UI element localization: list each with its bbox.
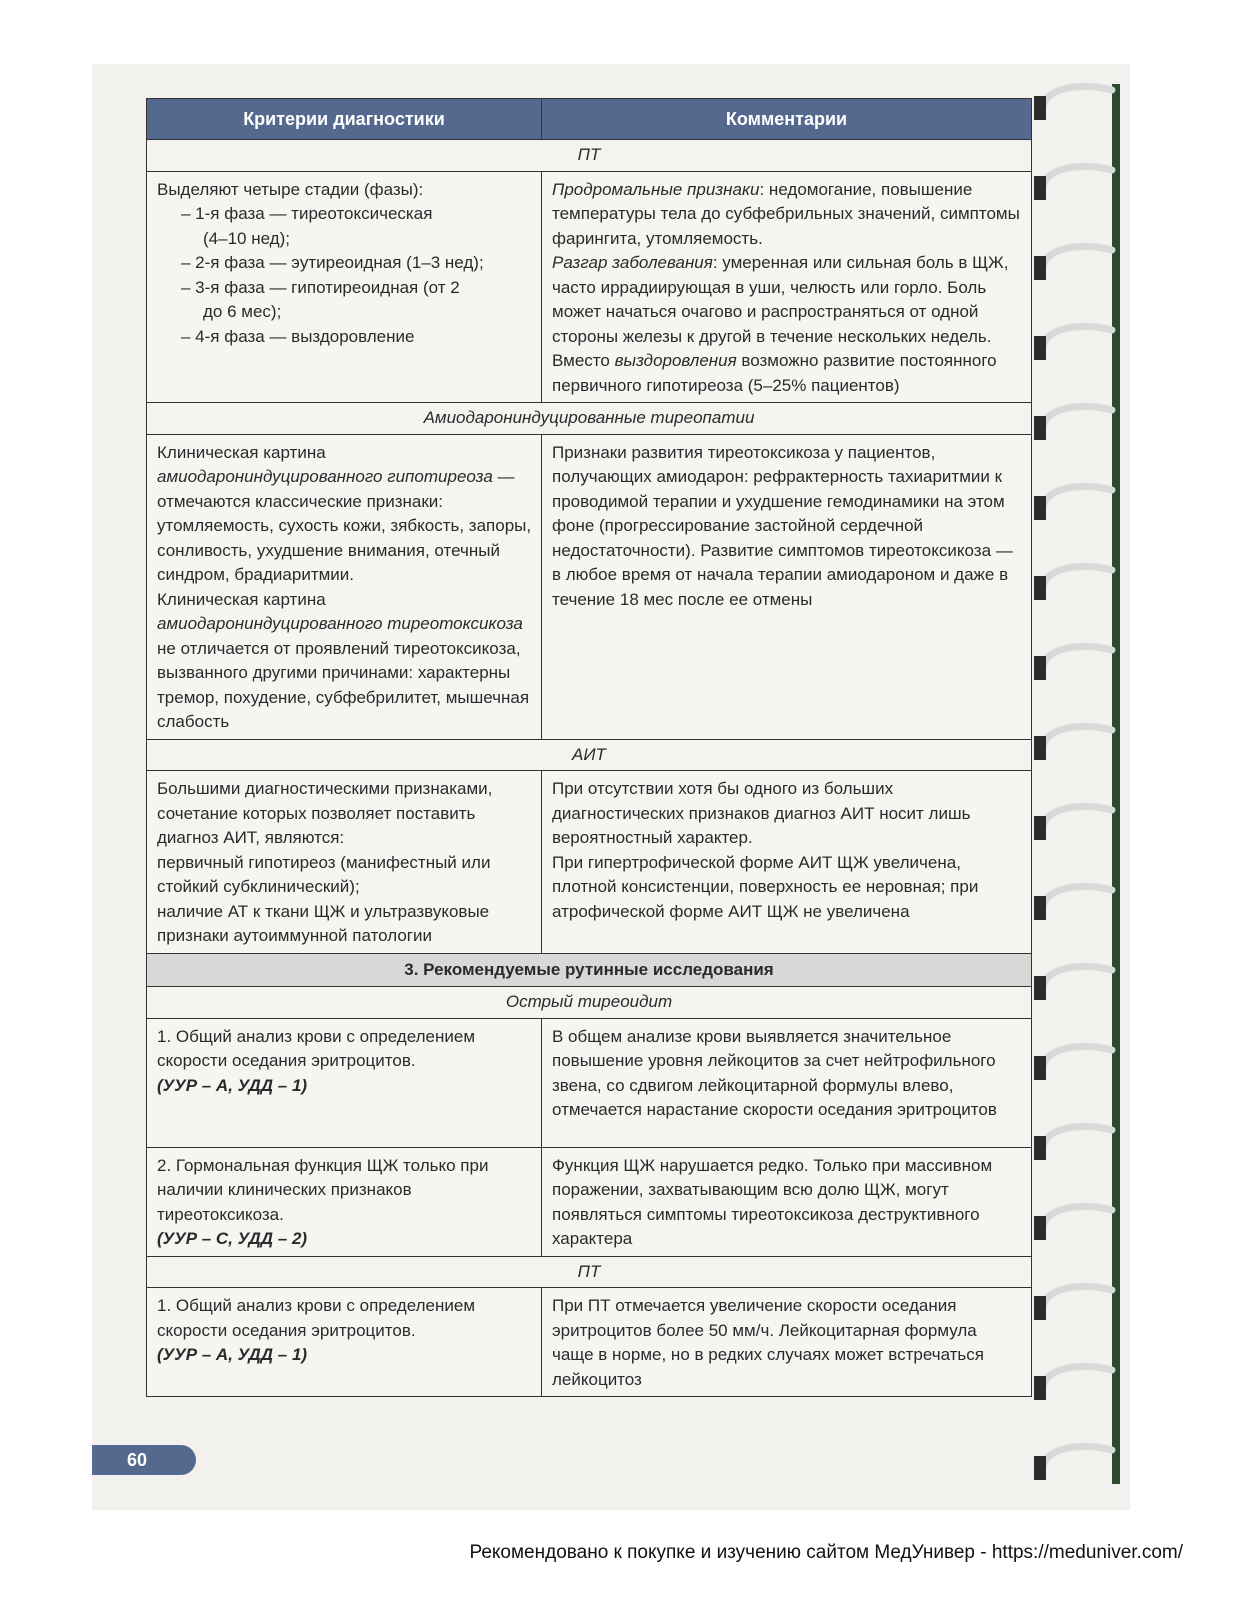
spiral-ring (1042, 1206, 1112, 1232)
spiral-ring (1042, 566, 1112, 592)
punch-hole (1034, 1376, 1046, 1400)
table-row (147, 771, 1032, 954)
section-acute-thyroiditis: Острый тиреоидит (147, 987, 1032, 1019)
acute-comment-2: Функция ЩЖ нарушается редко. Только при массивном поражении, захватывающим всю долю ЩЖ, могут появляться симптомы тиреотоксикоза деструктивного характера (542, 1147, 1032, 1256)
spiral-ring (1042, 86, 1112, 112)
punch-hole (1034, 336, 1046, 360)
acute-test-1: 1. Общий анализ крови с определением скорости оседания эритроцитов. (УУР – А, УДД – 1) (147, 1018, 542, 1147)
acute-test-2: 2. Гормональная функция ЩЖ только при наличии клинических признаков тиреотоксикоза. (УУР – С, УДД – 2) (147, 1147, 542, 1256)
pt-comment-1: При ПТ отмечается увеличение скорости оседания эритроцитов более 50 мм/ч. Лейкоцитарная формула чаще в норме, но в редких случаях может встречаться лейкоцитоз (542, 1288, 1032, 1397)
table-row (147, 434, 1032, 739)
spiral-ring (1042, 806, 1112, 832)
amio-comments-cell: Признаки развития тиреотоксикоза у пациентов, получающих амиодарон: рефрактерность тахиаритмии к проводимой терапии и ухудшение гемодинамики на этом фоне (прогрессирование застойной сердечной недостаточности). Развитие симптомов тиреотоксикоза — в любое время от начала терапии амиодароном и даже в течение 18 мес после ее отмены (542, 434, 1032, 739)
header-comments: Комментарии (542, 99, 1032, 140)
table-row (147, 171, 1032, 403)
section-pt: ПТ (147, 140, 1032, 172)
punch-hole (1034, 496, 1046, 520)
spiral-ring (1042, 1126, 1112, 1152)
pt-phases-intro: Выделяют четыре стадии (фазы): (157, 179, 424, 199)
prodrome-text: Продромальные признаки: недомогание, повышение температуры тела до субфебрильных значений, симптомы фарингита, утомляемость. (552, 179, 1020, 248)
punch-hole (1034, 416, 1046, 440)
punch-hole (1034, 576, 1046, 600)
pt-comments-cell (542, 171, 1032, 403)
table-row (147, 1018, 1032, 1147)
section-routine-tests: 3. Рекомендуемые рутинные исследования (147, 953, 1032, 987)
phase-1: – 1-я фаза — тиреотоксическая (181, 204, 433, 223)
page-number: 60 (92, 1445, 196, 1475)
punch-hole (1034, 1296, 1046, 1320)
footer-recommendation: Рекомендовано к покупке и изучению сайтом МедУнивер - https://meduniver.com/ (469, 1542, 1183, 1563)
spiral-ring (1042, 886, 1112, 912)
punch-hole (1034, 256, 1046, 280)
recovery-text: Вместо выздоровления возможно развитие постоянного первичного гипотиреоза (5–25% пациентов) (552, 351, 997, 395)
punch-hole (1034, 736, 1046, 760)
section-ait: АИТ (147, 739, 1032, 771)
evidence-grade: (УУР – С, УДД – 2) (157, 1229, 308, 1248)
pt-phases-cell (147, 171, 542, 403)
punch-hole (1034, 1216, 1046, 1240)
phase-2: – 2-я фаза — эутиреоидная (1–3 нед); (181, 253, 484, 272)
spiral-ring (1042, 1046, 1112, 1072)
punch-hole (1034, 816, 1046, 840)
spiral-ring (1042, 1446, 1112, 1472)
punch-hole (1034, 96, 1046, 120)
punch-hole (1034, 1456, 1046, 1480)
amio-criteria-cell: Клиническая картина амиодарониндуцированного гипотиреоза — отмечаются классические признаки: утомляемость, сухость кожи, зябкость, запоры, сонливость, ухудшение внимания, отечный синдром, брадиаритмии. Клиническая картина амиодарониндуцированного тиреотоксикоза не отличается от проявлений тиреотоксикоза, вызванного другими причинами: характерны тремор, похудение, субфебрилитет, мышечная слабость (147, 434, 542, 739)
spiral-ring (1042, 966, 1112, 992)
punch-hole (1034, 976, 1046, 1000)
ait-comments-cell: При отсутствии хотя бы одного из больших диагностических признаков диагноз АИТ носит лишь вероятностный характер. При гипертрофической форме АИТ ЩЖ увеличена, плотной консистенции, поверхность ее неровная; при атрофической форме АИТ ЩЖ не увеличена (542, 771, 1032, 954)
table-header-row (147, 99, 1032, 140)
header-criteria: Критерии диагностики (147, 99, 542, 140)
punch-hole (1034, 176, 1046, 200)
diagnostics-table (146, 98, 1032, 1397)
phase-4: – 4-я фаза — выздоровление (181, 326, 415, 346)
punch-hole (1034, 896, 1046, 920)
ait-criteria-cell: Большими диагностическими признаками, сочетание которых позволяет поставить диагноз АИТ, являются: первичный гипотиреоз (манифестный или стойкий субклинический); наличие АТ к ткани ЩЖ и ультразвуковые признаки аутоиммунной патологии (147, 771, 542, 954)
binding-strip (1112, 84, 1120, 1484)
peak-text: Разгар заболевания: умеренная или сильная боль в ЩЖ, часто иррадиирующая в уши, челюсть или горло. Боль может начаться очагово и распространяться от одной стороны железы к другой в течение нескольких недель. (552, 253, 1009, 346)
section-amiodarone: Амиодарониндуцированные тиреопатии (147, 403, 1032, 435)
spiral-ring (1042, 406, 1112, 432)
evidence-grade: (УУР – А, УДД – 1) (157, 1075, 308, 1095)
spiral-ring (1042, 1366, 1112, 1392)
spiral-binding (1020, 64, 1125, 1510)
punch-hole (1034, 1056, 1046, 1080)
acute-comment-1: В общем анализе крови выявляется значительное повышение уровня лейкоцитов за счет нейтрофильного звена, со сдвигом лейкоцитарной формулы влево, отмечается нарастание скорости оседания эритроцитов (542, 1018, 1032, 1147)
evidence-grade: (УУР – А, УДД – 1) (157, 1345, 308, 1364)
spiral-ring (1042, 326, 1112, 352)
pt-test-1: 1. Общий анализ крови с определением скорости оседания эритроцитов. (УУР – А, УДД – 1) (147, 1288, 542, 1397)
table-row (147, 1147, 1032, 1256)
phase-1-duration: (4–10 нед); (203, 228, 290, 248)
phase-3-duration: до 6 мес); (203, 302, 282, 321)
table-row (147, 1288, 1032, 1397)
spiral-ring (1042, 1286, 1112, 1312)
spiral-ring (1042, 726, 1112, 752)
phase-3: – 3-я фаза — гипотиреоидная (от 2 (181, 277, 460, 297)
punch-hole (1034, 1136, 1046, 1160)
spiral-ring (1042, 486, 1112, 512)
spiral-ring (1042, 166, 1112, 192)
spiral-ring (1042, 246, 1112, 272)
spiral-ring (1042, 646, 1112, 672)
punch-hole (1034, 656, 1046, 680)
section-pt-routine: ПТ (147, 1256, 1032, 1288)
